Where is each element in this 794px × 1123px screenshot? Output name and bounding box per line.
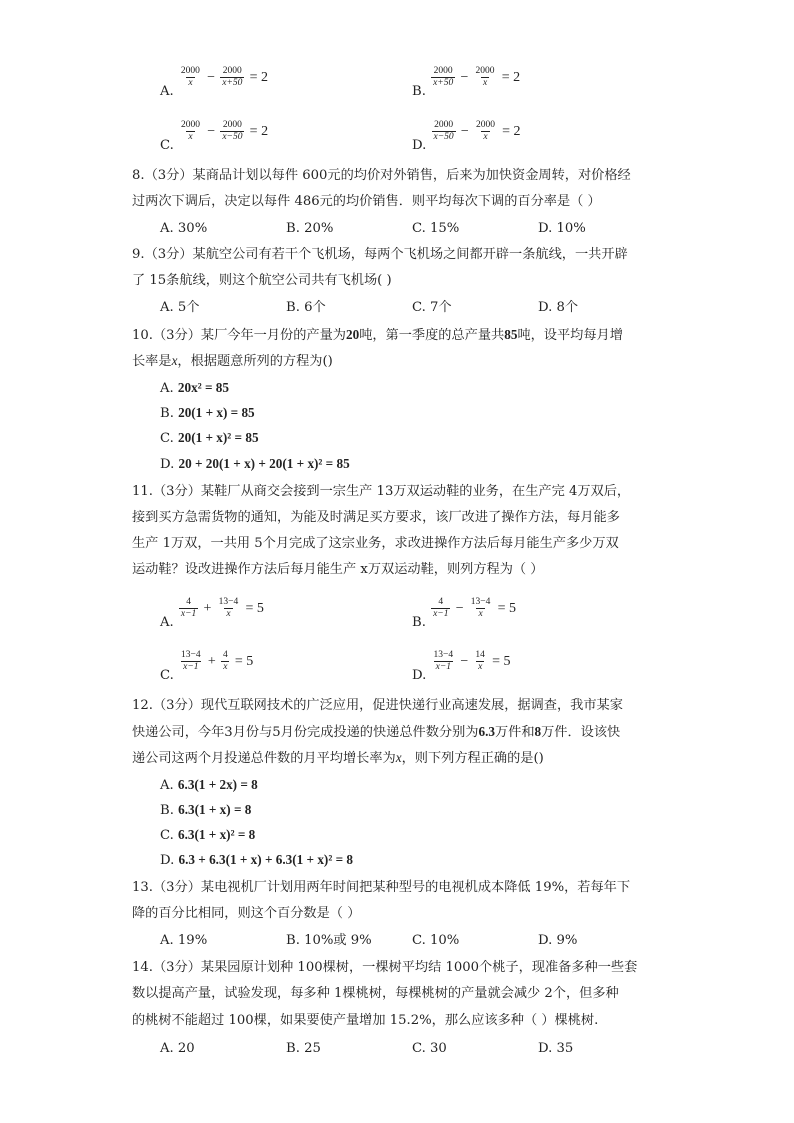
q11-option-a[interactable]: A. $\frac{4}{x-1}$ + $\frac{13-4}{x}$ = 5 [160,597,264,630]
fraction: $\frac{2000}{x}$ [181,120,201,142]
q10-option-a[interactable]: A. 20x² = 85 [160,380,229,396]
q7-option-a[interactable]: A. $\frac{2000}{x}$ − $\frac{2000}{x+50}$ = 2 [160,66,268,99]
q8-text-line-2: 过两次下调后，决定以每件 486元的均价销售．则平均每次下调的百分率是（ ） [132,194,601,209]
q12-text-line-2: 快递公司，今年3月份与5月份完成投递的快递总件数分别为6.3万件和8万件．设该快 [132,724,621,740]
q14-option-d[interactable]: D. 35 [538,1041,574,1056]
q9-option-c[interactable]: C. 7个 [412,300,452,315]
q9-option-a[interactable]: A. 5个 [160,300,200,315]
fraction: $\frac{13-4}{x}$ [218,597,239,619]
q11-option-b[interactable]: B. $\frac{4}{x-1}$ − $\frac{13-4}{x}$ = 5 [412,597,517,630]
q10-text-line-2: 长率是x，根据题意所列的方程为() [132,353,333,369]
q12-option-d[interactable]: D. 6.3 + 6.3(1 + x) + 6.3(1 + x)² = 8 [160,852,353,868]
q13-option-d[interactable]: D. 9% [538,933,578,948]
q12-text-line-3: 递公司这两个月投递总件数的月平均增长率为x，则下列方程正确的是() [132,750,544,766]
q12-text-line-1: 12.（3分）现代互联网技术的广泛应用，促进快递行业高速发展，据调查，我市某家 [132,698,623,713]
q11-text-line-3: 生产 1万双，一共用 5个月完成了这宗业务，求改进操作方法后每月能生产多少万双 [132,536,619,551]
q9-text-line-2: 了 15条航线，则这个航空公司共有飞机场( ) [132,273,392,288]
fraction: $\frac{4}{x-1}$ [180,597,197,619]
q8-option-a[interactable]: A. 30% [160,221,208,236]
fraction: $\frac{13-4}{x-1}$ [181,650,201,672]
fraction: $\frac{2000}{x}$ [475,66,495,88]
q10-option-c[interactable]: C. 20(1 + x)² = 85 [160,430,259,446]
q13-text-line-2: 降的百分比相同，则这个百分数是（ ） [132,906,361,921]
q14-option-a[interactable]: A. 20 [160,1041,195,1056]
fraction: $\frac{2000}{x-50}$ [222,120,243,142]
q13-text-line-1: 13.（3分）某电视机厂计划用两年时间把某种型号的电视机成本降低 19%，若每年下 [132,880,631,895]
option-letter: A. [160,84,174,99]
q12-option-b[interactable]: B. 6.3(1 + x) = 8 [160,802,252,818]
q8-option-c[interactable]: C. 15% [412,221,460,236]
q12-option-a[interactable]: A. 6.3(1 + 2x) = 8 [160,777,258,793]
q11-text-line-1: 11.（3分）某鞋厂从商交会接到一宗生产 13万双运动鞋的业务，在生产完 4万双后， [132,484,631,499]
q11-option-c[interactable]: C. $\frac{13-4}{x-1}$ + $\frac{4}{x}$ = 5 [160,650,254,683]
q14-text-line-2: 数以提高产量，试验发现，每多种 1棵桃树，每棵桃树的产量就会减少 2个，但多种 [132,986,619,1001]
fraction: $\frac{13-4}{x-1}$ [433,650,454,672]
q7-option-b[interactable]: B. $\frac{2000}{x+50}$ − $\frac{2000}{x}$ = 2 [412,66,521,99]
fraction: $\frac{2000}{x+50}$ [222,66,243,88]
q8-text-line-1: 8.（3分）某商品计划以每件 600元的均价对外销售，后来为加快资金周转，对价格经 [132,168,631,183]
q12-option-c[interactable]: C. 6.3(1 + x)² = 8 [160,827,256,843]
q11-text-line-2: 接到买方急需货物的通知，为能及时满足买方要求，该厂改进了操作方法，每月能多 [132,510,620,525]
q10-option-b[interactable]: B. 20(1 + x) = 85 [160,405,255,421]
fraction: $\frac{4}{x-1}$ [433,597,449,619]
option-letter: B. [412,84,426,99]
q13-option-a[interactable]: A. 19% [160,933,208,948]
q9-option-d[interactable]: D. 8个 [538,300,579,315]
q10-text-line-1: 10.（3分）某厂今年一月份的产量为20吨，第一季度的总产量共85吨，设平均每月增 [132,327,623,343]
fraction: $\frac{2000}{x-50}$ [433,120,454,142]
q8-option-d[interactable]: D. 10% [538,221,586,236]
fraction: $\frac{2000}{x}$ [180,66,200,88]
q14-text-line-3: 的桃树不能超过 100棵，如果要使产量增加 15.2%，那么应该多种（ ）棵桃树. [132,1013,599,1028]
q9-text-line-1: 9.（3分）某航空公司有若干个飞机场，每两个飞机场之间都开辟一条航线，一共开辟 [132,247,628,262]
fraction: $\frac{13-4}{x}$ [470,597,491,619]
q10-option-d[interactable]: D. 20 + 20(1 + x) + 20(1 + x)² = 85 [160,456,350,472]
q14-option-c[interactable]: C. 30 [412,1041,447,1056]
q8-option-b[interactable]: B. 20% [286,221,334,236]
q14-text-line-1: 14.（3分）某果园原计划种 100棵树，一棵树平均结 1000个桃子，现准备多种一些套 [132,960,638,975]
q13-option-c[interactable]: C. 10% [412,933,460,948]
q7-option-c[interactable]: C. $\frac{2000}{x}$ − $\frac{2000}{x-50}$ = 2 [160,120,269,153]
fraction: $\frac{2000}{x+50}$ [433,66,454,88]
q14-option-b[interactable]: B. 25 [286,1041,321,1056]
fraction: $\frac{14}{x}$ [475,650,485,672]
q7-option-d[interactable]: D. $\frac{2000}{x-50}$ − $\frac{2000}{x}$ = 2 [412,120,521,153]
q13-option-b[interactable]: B. 10%或 9% [286,933,372,948]
fraction: $\frac{4}{x}$ [222,650,228,672]
option-letter: D. [412,138,427,153]
option-letter: C. [160,138,174,153]
q11-text-line-4: 运动鞋？设改进操作方法后每月能生产 x万双运动鞋，则列方程为（ ） [132,562,544,577]
q9-option-b[interactable]: B. 6个 [286,300,326,315]
fraction: $\frac{2000}{x}$ [475,120,495,142]
q11-option-d[interactable]: D. $\frac{13-4}{x-1}$ − $\frac{14}{x}$ = 5 [412,650,511,683]
